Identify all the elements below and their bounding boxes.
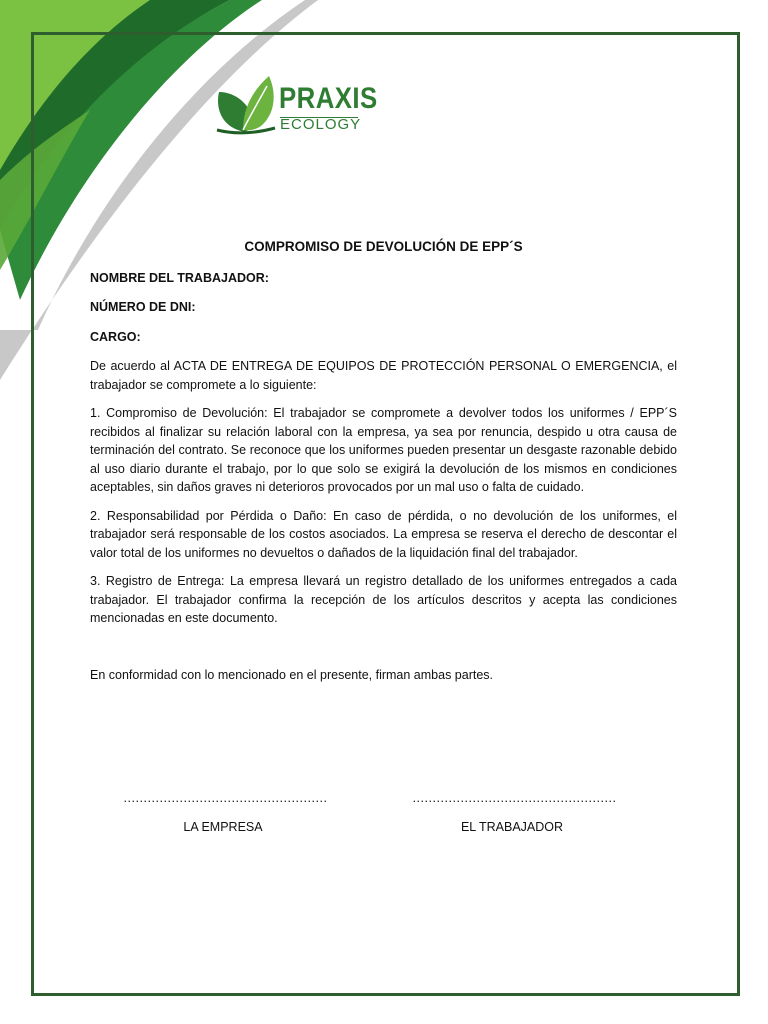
clause-loss-responsibility: 2. Responsabilidad por Pérdida o Daño: En caso de pérdida, o no devolución de los uniformes, el trabajador será responsable de los costos asociados. La empresa se reserva el derecho de descontar el valor total de los uniformes no devueltos o dañados de la liquidación final del trabajador.	[90, 508, 677, 560]
field-dni-number: NÚMERO DE DNI:	[90, 300, 196, 314]
signature-company	[123, 790, 327, 834]
praxis-ecology-logo	[213, 70, 378, 140]
signature-line: ……………………………………………	[123, 791, 327, 805]
document-title: COMPROMISO DE DEVOLUCIÓN DE EPP´S	[244, 239, 523, 254]
signature-worker	[412, 790, 616, 834]
document-body	[90, 238, 677, 694]
signature-line: ……………………………………………	[412, 791, 616, 805]
signature-label-worker: EL TRABAJADOR	[460, 820, 564, 834]
closing-statement: En conformidad con lo mencionado en el presente, firman ambas partes.	[90, 667, 494, 682]
logo-wordmark: PRAXIS	[279, 82, 378, 115]
signature-label-company: LA EMPRESA	[183, 820, 263, 834]
leaf-logo-icon	[213, 70, 283, 140]
logo-subtitle: ECOLOGY	[280, 116, 362, 133]
field-position: CARGO:	[90, 329, 141, 344]
field-worker-name: NOMBRE DEL TRABAJADOR:	[90, 270, 269, 285]
clause-return-commitment: 1. Compromiso de Devolución: El trabajador se compromete a devolver todos los uniformes / EPP´S recibidos al finalizar su relación laboral con la empresa, ya sea por renuncia, despido u otra causa de terminación del contrato. Se reconoce que los uniformes pueden presentar un desgaste razonable debido al uso diario durante el trabajo, por lo que solo se exigirá la devolución de los mismos en condiciones aceptables, sin daños graves ni deterioros provocados por un mal uso o falta de cuidado.	[90, 406, 677, 494]
intro-paragraph: De acuerdo al ACTA DE ENTREGA DE EQUIPOS DE PROTECCIÓN PERSONAL O EMERGENCIA, el trabajador se compromete a lo siguiente:	[90, 359, 677, 392]
clause-delivery-record: 3. Registro de Entrega: La empresa llevará un registro detallado de los uniformes entregados a cada trabajador. El trabajador confirma la recepción de los artículos descritos y acepta las condiciones mencionadas en este documento.	[90, 574, 677, 625]
